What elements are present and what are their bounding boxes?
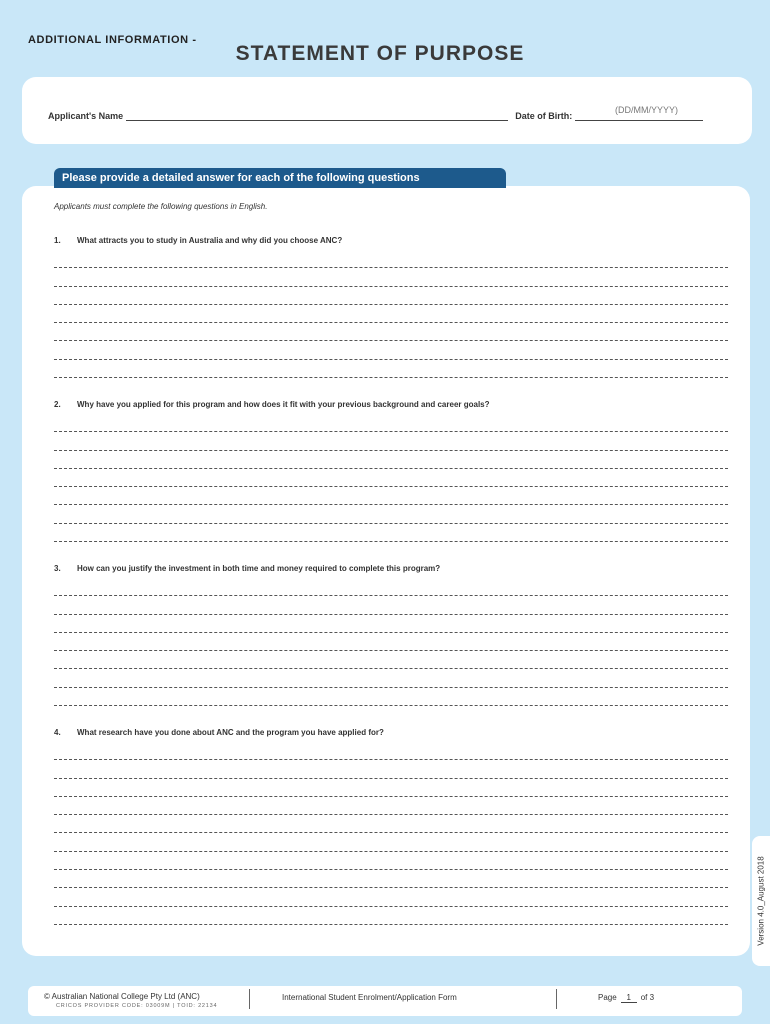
question-4 xyxy=(54,728,728,925)
answer-line[interactable] xyxy=(54,797,728,815)
answer-area-2[interactable] xyxy=(54,414,728,542)
dob-field[interactable] xyxy=(575,111,703,121)
question-label xyxy=(54,236,728,250)
answer-line[interactable] xyxy=(54,833,728,851)
answer-line[interactable] xyxy=(54,360,728,378)
question-label xyxy=(54,728,728,742)
answer-line[interactable] xyxy=(54,688,728,706)
answer-line[interactable] xyxy=(54,852,728,870)
answer-line[interactable] xyxy=(54,451,728,469)
answer-line[interactable] xyxy=(54,524,728,542)
question-text: What research have you done about ANC and the program you have applied for? xyxy=(77,728,384,737)
question-number: 4. xyxy=(54,728,61,737)
questions-panel xyxy=(22,186,750,956)
question-text: Why have you applied for this program and how does it fit with your previous background and career goals? xyxy=(77,400,490,409)
answer-line[interactable] xyxy=(54,287,728,305)
question-label xyxy=(54,400,728,414)
question-label xyxy=(54,564,728,578)
answer-line[interactable] xyxy=(54,651,728,669)
answer-area-4[interactable] xyxy=(54,742,728,925)
page-title: STATEMENT OF PURPOSE xyxy=(235,42,525,65)
answer-line[interactable] xyxy=(54,414,728,432)
answer-line[interactable] xyxy=(54,596,728,614)
cricos-code: CRICOS PROVIDER CODE: 03009M | TOID: 22134 xyxy=(56,1003,218,1009)
question-number: 3. xyxy=(54,564,61,573)
answer-line[interactable] xyxy=(54,341,728,359)
answer-line[interactable] xyxy=(54,487,728,505)
question-number: 1. xyxy=(54,236,61,245)
answer-line[interactable] xyxy=(54,432,728,450)
answer-line[interactable] xyxy=(54,469,728,487)
answer-area-3[interactable] xyxy=(54,578,728,706)
answer-line[interactable] xyxy=(54,323,728,341)
applicant-name-field[interactable] xyxy=(126,111,508,121)
page-number: 1 xyxy=(621,993,637,1003)
answer-line[interactable] xyxy=(54,505,728,523)
question-3 xyxy=(54,564,728,706)
version-label: Version 4.0_August 2018 xyxy=(756,856,766,946)
instructions-text: Applicants must complete the following questions in English. xyxy=(54,202,268,211)
answer-line[interactable] xyxy=(54,250,728,268)
answer-line[interactable] xyxy=(54,907,728,925)
answer-line[interactable] xyxy=(54,615,728,633)
answer-line[interactable] xyxy=(54,779,728,797)
question-number: 2. xyxy=(54,400,61,409)
dob-format-hint: (DD/MM/YYYY) xyxy=(615,105,678,115)
question-2 xyxy=(54,400,728,542)
answer-line[interactable] xyxy=(54,870,728,888)
answer-line[interactable] xyxy=(54,815,728,833)
answer-line[interactable] xyxy=(54,633,728,651)
answer-line[interactable] xyxy=(54,669,728,687)
applicant-row xyxy=(48,111,738,121)
dob-label: Date of Birth: xyxy=(515,111,573,121)
version-tab xyxy=(752,836,770,966)
answer-line[interactable] xyxy=(54,578,728,596)
applicant-details-panel xyxy=(22,77,752,144)
question-text: What attracts you to study in Australia and why did you choose ANC? xyxy=(77,236,343,245)
question-1 xyxy=(54,236,728,378)
answer-line[interactable] xyxy=(54,888,728,906)
answer-line[interactable] xyxy=(54,760,728,778)
footer-divider xyxy=(249,989,250,1009)
applicant-name-label: Applicant's Name xyxy=(48,111,124,121)
page-total: of 3 xyxy=(640,993,655,1002)
instructions-banner: Please provide a detailed answer for each of the following questions xyxy=(54,168,506,188)
question-text: How can you justify the investment in both time and money required to complete this program? xyxy=(77,564,441,573)
form-name: International Student Enrolment/Application Form xyxy=(282,993,457,1002)
copyright-text: © Australian National College Pty Ltd (ANC) xyxy=(44,992,200,1001)
page-footer xyxy=(28,986,742,1016)
footer-divider xyxy=(556,989,557,1009)
answer-line[interactable] xyxy=(54,268,728,286)
answer-line[interactable] xyxy=(54,305,728,323)
section-label: ADDITIONAL INFORMATION - xyxy=(28,34,197,46)
answer-area-1[interactable] xyxy=(54,250,728,378)
page-label: Page xyxy=(598,993,617,1002)
answer-line[interactable] xyxy=(54,742,728,760)
page-indicator xyxy=(598,993,654,1003)
